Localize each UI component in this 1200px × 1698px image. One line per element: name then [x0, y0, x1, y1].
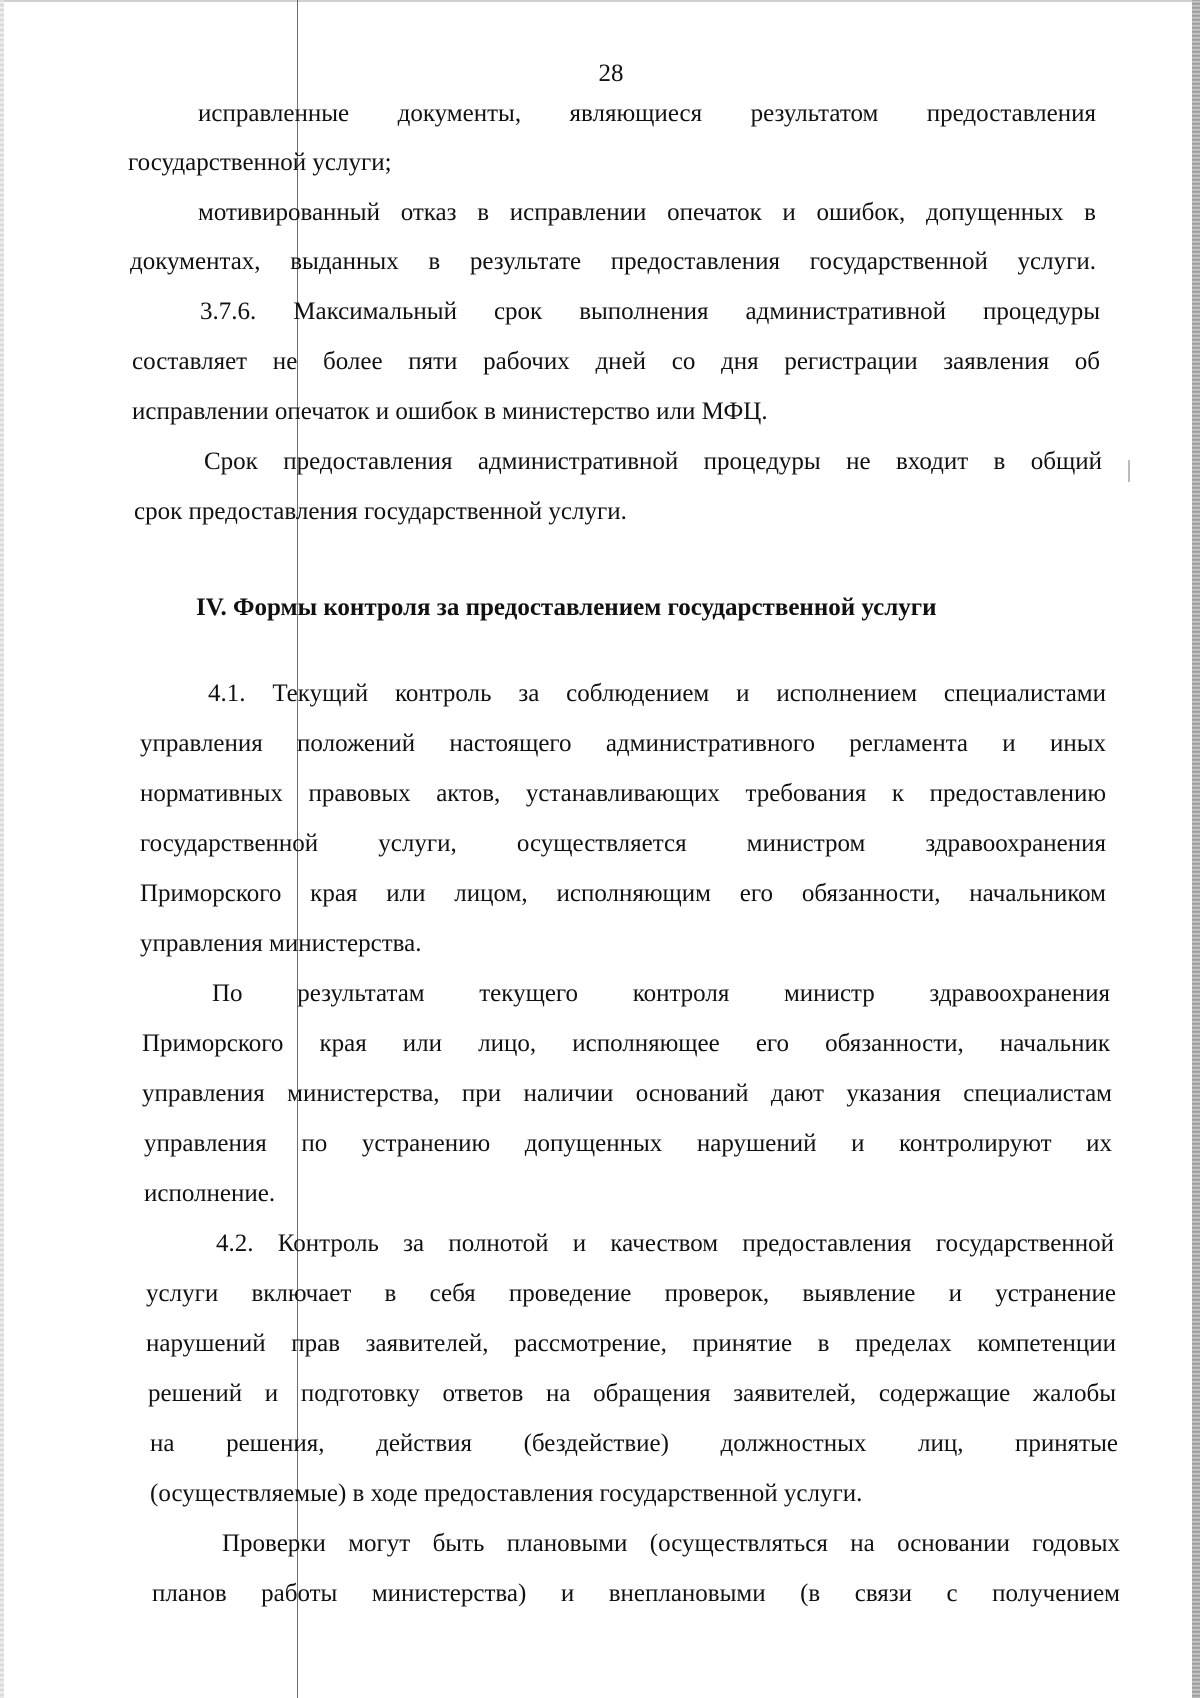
paragraph-line: (осуществляемые) в ходе предоставления государственной услуги. [150, 1480, 863, 1507]
paragraph-line: исполнение. [144, 1180, 276, 1207]
paragraph-line: нормативных правовых актов, устанавливающих требования к предоставлению [140, 780, 1106, 807]
paragraph-line: управления положений настоящего административного регламента и иных [140, 730, 1106, 757]
paragraph-line: Срок предоставления административной процедуры не входит в общий [204, 448, 1102, 475]
scan-mark [1128, 460, 1130, 482]
paragraph-line: По результатам текущего контроля министр здравоохранения [212, 980, 1110, 1007]
paragraph-line: 3.7.6. Максимальный срок выполнения административной процедуры [200, 298, 1100, 325]
scan-edge-right [1192, 0, 1200, 1698]
paragraph-line: на решения, действия (бездействие) должностных лиц, принятые [150, 1430, 1118, 1457]
paragraph-line: управления министерства, при наличии оснований дают указания специалистам [142, 1080, 1112, 1107]
paragraph-line: нарушений прав заявителей, рассмотрение, принятие в пределах компетенции [146, 1330, 1116, 1357]
paragraph-line: исправлении опечаток и ошибок в министерство или МФЦ. [132, 398, 768, 425]
paragraph-line: Приморского края или лицом, исполняющим его обязанности, начальником [140, 880, 1106, 907]
paragraph-line: решений и подготовку ответов на обращения заявителей, содержащие жалобы [148, 1380, 1116, 1407]
paragraph-line: составляет не более пяти рабочих дней со дня регистрации заявления об [132, 348, 1100, 375]
paragraph-line: 4.2. Контроль за полнотой и качеством предоставления государственной [216, 1230, 1114, 1257]
paragraph-line: управления по устранению допущенных нарушений и контролируют их [144, 1130, 1112, 1157]
paragraph-line: документах, выданных в результате предоставления государственной услуги. [130, 248, 1096, 275]
paragraph-line: управления министерства. [140, 930, 422, 957]
paragraph-line: услуги включает в себя проведение проверок, выявление и устранение [146, 1280, 1116, 1307]
page-number: 28 [598, 60, 624, 87]
paragraph-line: государственной услуги, осуществляется министром здравоохранения [140, 830, 1106, 857]
paragraph-line: мотивированный отказ в исправлении опечаток и ошибок, допущенных в [198, 199, 1096, 226]
scan-edge-top [0, 0, 1200, 2]
paragraph-line: 4.1. Текущий контроль за соблюдением и исполнением специалистами [208, 680, 1106, 707]
paragraph-line: государственной услуги; [128, 149, 392, 176]
paragraph-line: срок предоставления государственной услуги. [134, 498, 627, 525]
paragraph-line: Приморского края или лицо, исполняющее его обязанности, начальник [142, 1030, 1110, 1057]
paragraph-line: планов работы министерства) и внеплановыми (в связи с получением [152, 1580, 1120, 1607]
paragraph-line: Проверки могут быть плановыми (осуществляться на основании годовых [222, 1530, 1120, 1557]
paragraph-line: исправленные документы, являющиеся результатом предоставления [198, 100, 1096, 127]
scan-edge-left [0, 0, 4, 1698]
section-heading: IV. Формы контроля за предоставлением государственной услуги [196, 594, 937, 621]
